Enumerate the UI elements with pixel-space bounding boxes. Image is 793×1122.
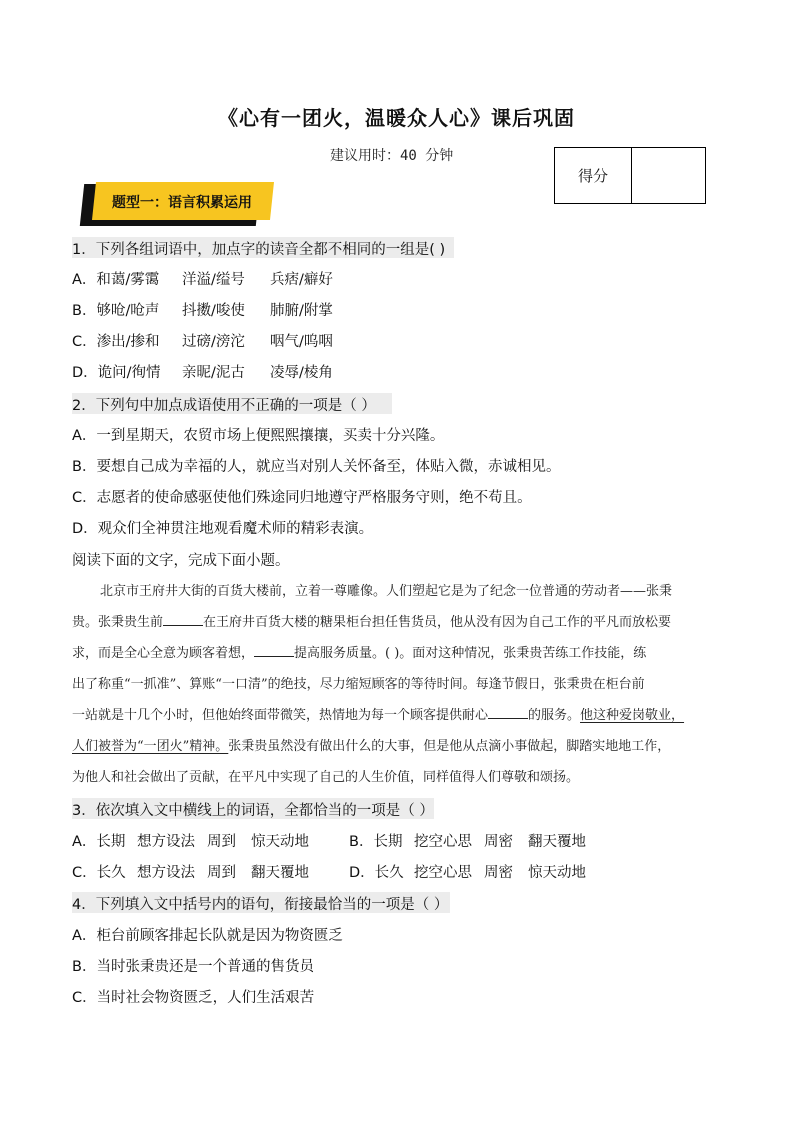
option-word: A．长期: [72, 834, 126, 850]
option-word: C．渗出/掺和: [72, 334, 160, 350]
option-word: D．长久: [349, 865, 404, 881]
page-title: 《心有一团火，温暖众人心》课后巩固: [218, 106, 575, 130]
section-label: 题型一：语言积累运用: [112, 195, 252, 211]
passage-line: [72, 735, 670, 754]
passage-line: [72, 611, 671, 630]
fill-blank[interactable]: [163, 613, 203, 626]
passage-line: [72, 642, 646, 661]
score-box: [554, 147, 706, 204]
section-banner: [82, 182, 272, 228]
option-word: A．和蔼/雾霭: [72, 272, 160, 288]
option-word: 亲昵/泥古: [182, 365, 245, 381]
option-word: C．长久: [72, 865, 126, 881]
question-3-options-row-1: [72, 830, 586, 851]
question-4-option-b: B．当时张秉贵还是一个普通的售货员: [72, 959, 314, 975]
option-word: 翻天覆地: [528, 834, 586, 850]
option-word: D．诡问/徇情: [72, 365, 161, 381]
question-2-option-d: D．观众们全神贯注地观看魔术师的精彩表演。: [72, 521, 374, 537]
passage-text: 求，而是全心全意为顾客着想，: [72, 646, 255, 661]
option-word: 凌辱/棱角: [270, 365, 333, 381]
question-3-options-row-2: [72, 861, 586, 882]
question-1-option-b: [72, 299, 333, 320]
option-word: 周到: [207, 865, 236, 881]
option-word: 挖空心思: [414, 865, 472, 881]
question-2-option-a: A．一到星期天，农贸市场上便熙熙攘攘，买卖十分兴隆。: [72, 428, 445, 444]
option-word: 想方设法: [137, 834, 195, 850]
passage-line: [72, 704, 684, 723]
passage-text: 提高服务质量。( )。面对这种情况，张秉贵苦练工作技能，练: [294, 646, 647, 661]
question-1-option-c: [72, 330, 333, 351]
fill-blank[interactable]: [488, 706, 528, 719]
question-4-option-a: A．柜台前顾客排起长队就是因为物资匮乏: [72, 928, 343, 944]
option-word: 周密: [484, 865, 513, 881]
passage-line: 为他人和社会做出了贡献，在平凡中实现了自己的人生价值，同样值得人们尊敬和颂扬。: [72, 770, 580, 785]
underlined-sentence: 人们被誉为“一团火”精神。: [72, 739, 229, 754]
option-word: B．够呛/呛声: [72, 303, 160, 319]
option-word: B．长期: [349, 834, 403, 850]
option-word: 惊天动地: [528, 865, 586, 881]
passage-text: 的服务。: [528, 708, 581, 723]
question-1-option-a: [72, 268, 333, 289]
option-word: 周到: [207, 834, 236, 850]
passage-text: 贵。张秉贵生前: [72, 615, 164, 630]
question-4-stem: 4．下列填入文中括号内的语句，衔接最恰当的一项是（ ）: [72, 897, 449, 913]
score-label: 得分: [555, 148, 632, 203]
reading-instructions: 阅读下面的文字，完成下面小题。: [72, 553, 290, 569]
question-1-option-d: [72, 361, 333, 382]
option-word: 过磅/滂沱: [182, 334, 245, 350]
option-word: 咽气/呜咽: [270, 334, 333, 350]
question-2-option-c: C．志愿者的使命感驱使他们殊途同归地遵守严格服务守则，绝不苟且。: [72, 490, 532, 506]
option-word: 周密: [484, 834, 513, 850]
passage-text: 在王府井百货大楼的糖果柜台担任售货员，他从没有因为自己工作的平凡而放松要: [203, 615, 672, 630]
passage-text: 张秉贵虽然没有做出什么的大事，但是他从点滴小事做起，脚踏实地地工作，: [228, 739, 671, 754]
underlined-sentence: 他这种爱岗敬业，: [580, 708, 685, 723]
option-word: 翻天覆地: [251, 865, 309, 881]
option-word: 抖擞/唆使: [182, 303, 245, 319]
question-3-stem: 3．依次填入文中横线上的词语，全都恰当的一项是（ ）: [72, 803, 434, 819]
suggested-time: 建议用时：40 分钟: [330, 148, 454, 164]
question-2-stem: 2．下列句中加点成语使用不正确的一项是（ ）: [72, 398, 376, 414]
score-value-cell[interactable]: [632, 148, 705, 203]
option-word: 挖空心思: [414, 834, 472, 850]
question-4-option-c: C．当时社会物资匮乏，人们生活艰苦: [72, 990, 315, 1006]
option-word: 肺腑/附掌: [270, 303, 333, 319]
option-word: 想方设法: [137, 865, 195, 881]
option-word: 兵痞/癖好: [270, 272, 333, 288]
fill-blank[interactable]: [254, 644, 294, 657]
passage-line: 北京市王府井大街的百货大楼前，立着一尊雕像。人们塑起它是为了纪念一位普通的劳动者——张秉: [100, 584, 673, 599]
question-1-stem: 1．下列各组词语中，加点字的读音全都不相同的一组是( ): [72, 242, 446, 258]
option-word: 洋溢/缢号: [182, 272, 245, 288]
passage-line: 出了称重“一抓准”、算账“一口清”的绝技，尽力缩短顾客的等待时间。每逢节假日，张秉贵在柜台前: [72, 677, 645, 692]
passage-text: 一站就是十几个小时，但他始终面带微笑，热情地为每一个顾客提供耐心: [72, 708, 489, 723]
question-2-option-b: B．要想自己成为幸福的人，就应当对别人关怀备至，体贴入微，赤诚相见。: [72, 459, 561, 475]
option-word: 惊天动地: [251, 834, 309, 850]
